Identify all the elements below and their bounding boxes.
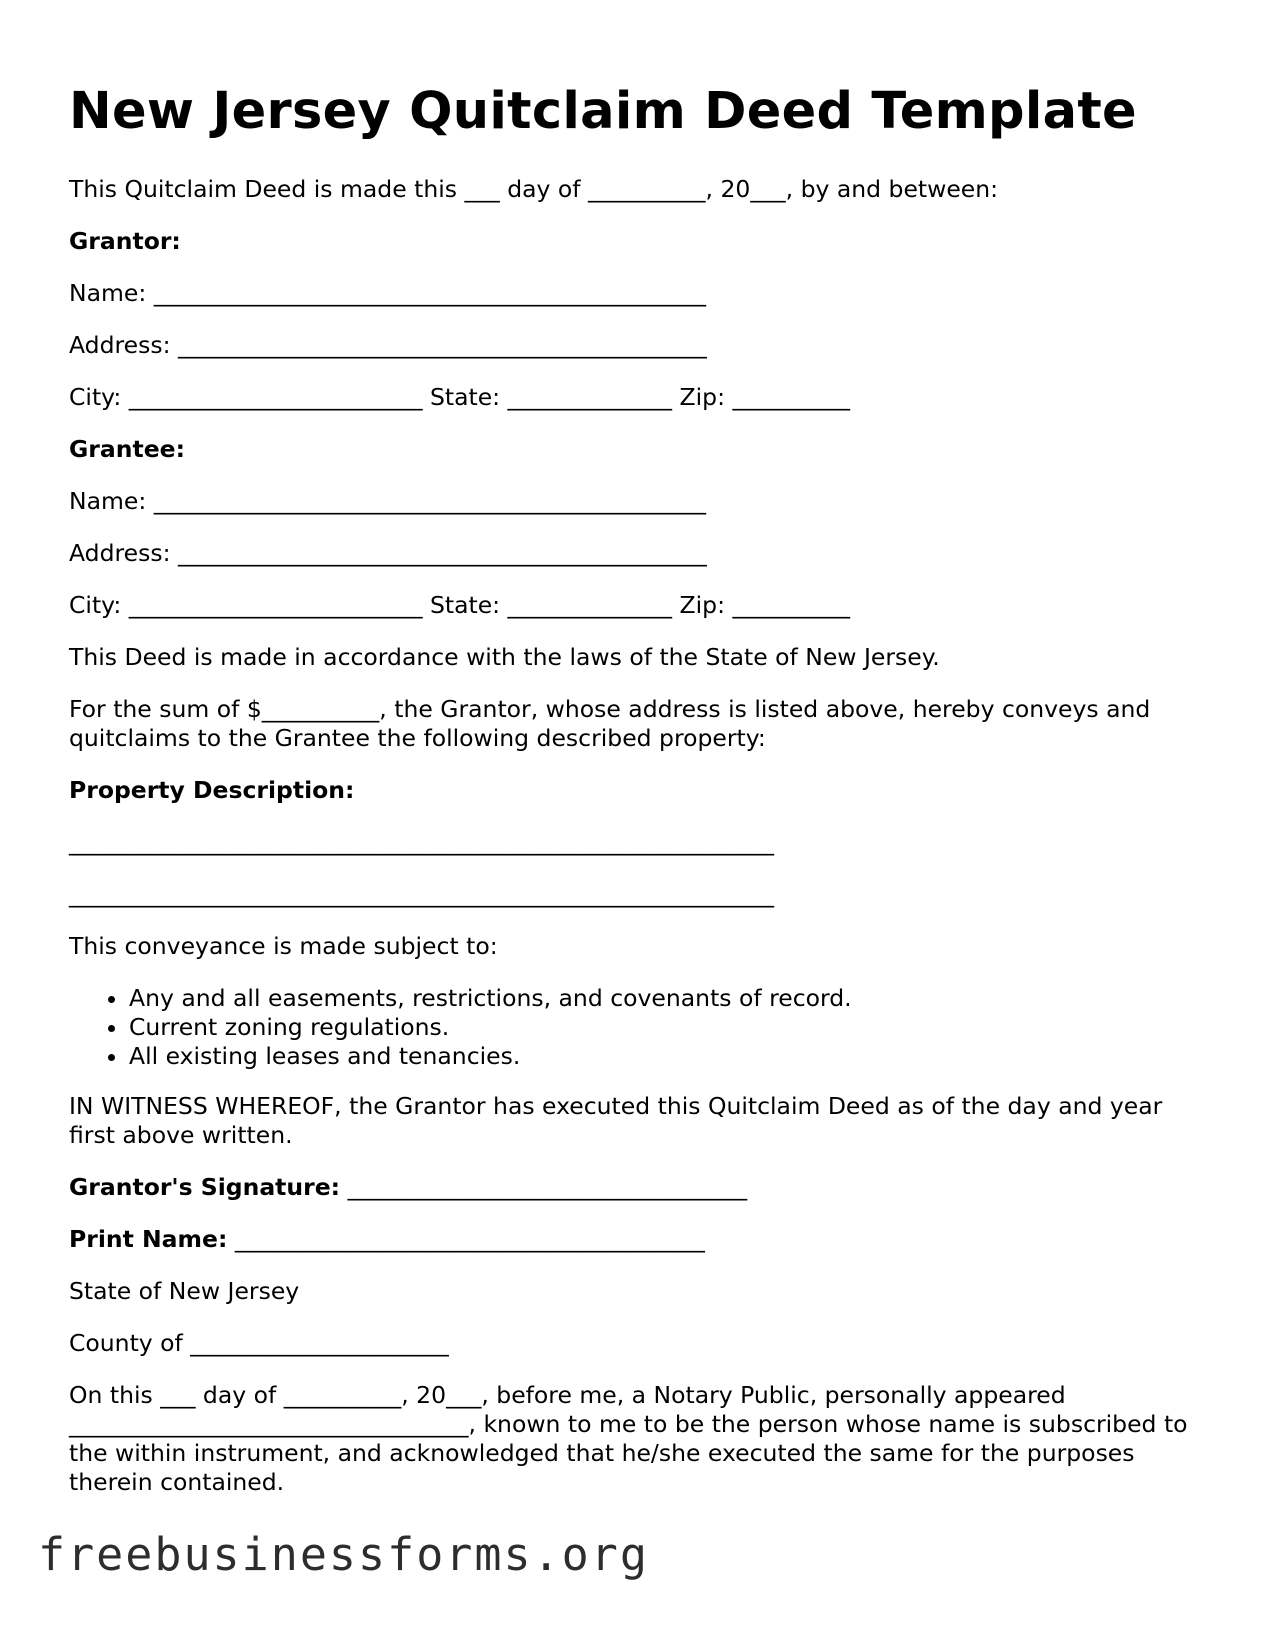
property-line-1: ____________________________________________________________ xyxy=(69,828,774,856)
print-name-line xyxy=(69,1225,705,1254)
signature-label: Grantor's Signature: xyxy=(69,1173,341,1201)
notary-statement: On this ___ day of __________, 20___, before me, a Notary Public, personally appeared __________________________________, known to me to be the person whose name is subscribed to the within instrument, and acknowledged that he/she executed the same for the purposes therein contained. xyxy=(69,1381,1188,1496)
print-name-blank: ________________________________________ xyxy=(234,1225,705,1253)
property-heading: Property Description: xyxy=(69,776,355,804)
grantee-heading: Grantee: xyxy=(69,435,185,463)
grantee-city-state-zip: City: _________________________ State: ______________ Zip: __________ xyxy=(69,591,850,619)
grantor-city-state-zip: City: _________________________ State: ______________ Zip: __________ xyxy=(69,383,850,411)
law-statement: This Deed is made in accordance with the laws of the State of New Jersey. xyxy=(69,643,940,671)
property-line-2: ____________________________________________________________ xyxy=(69,880,774,908)
list-item: • Current zoning regulations. xyxy=(129,1013,852,1042)
grantor-heading: Grantor: xyxy=(69,227,181,255)
print-name-label: Print Name: xyxy=(69,1225,228,1253)
witness-paragraph: IN WITNESS WHEREOF, the Grantor has executed this Quitclaim Deed as of the day and year first above written. xyxy=(69,1092,1163,1149)
consideration-paragraph: For the sum of $__________, the Grantor, whose address is listed above, hereby conveys and quitclaims to the Grantee the following described property: xyxy=(69,695,1151,752)
signature-line xyxy=(69,1173,747,1202)
signature-blank: __________________________________ xyxy=(347,1173,748,1201)
notary-county: County of ______________________ xyxy=(69,1329,449,1357)
grantor-address-field: Address: _____________________________________________ xyxy=(69,331,707,359)
grantor-name-field: Name: _______________________________________________ xyxy=(69,279,706,307)
subject-to-intro: This conveyance is made subject to: xyxy=(69,932,498,960)
intro-text: This Quitclaim Deed is made this ___ day of __________, 20___, by and between: xyxy=(69,175,999,203)
notary-state: State of New Jersey xyxy=(69,1277,300,1305)
watermark: freebusinessforms.org xyxy=(38,1528,649,1581)
subject-to-list xyxy=(69,984,852,1071)
list-item: • Any and all easements, restrictions, and covenants of record. xyxy=(129,984,852,1013)
grantee-address-field: Address: _____________________________________________ xyxy=(69,539,707,567)
page-title: New Jersey Quitclaim Deed Template xyxy=(69,82,1137,141)
grantee-name-field: Name: _______________________________________________ xyxy=(69,487,706,515)
list-item: • All existing leases and tenancies. xyxy=(129,1042,852,1071)
